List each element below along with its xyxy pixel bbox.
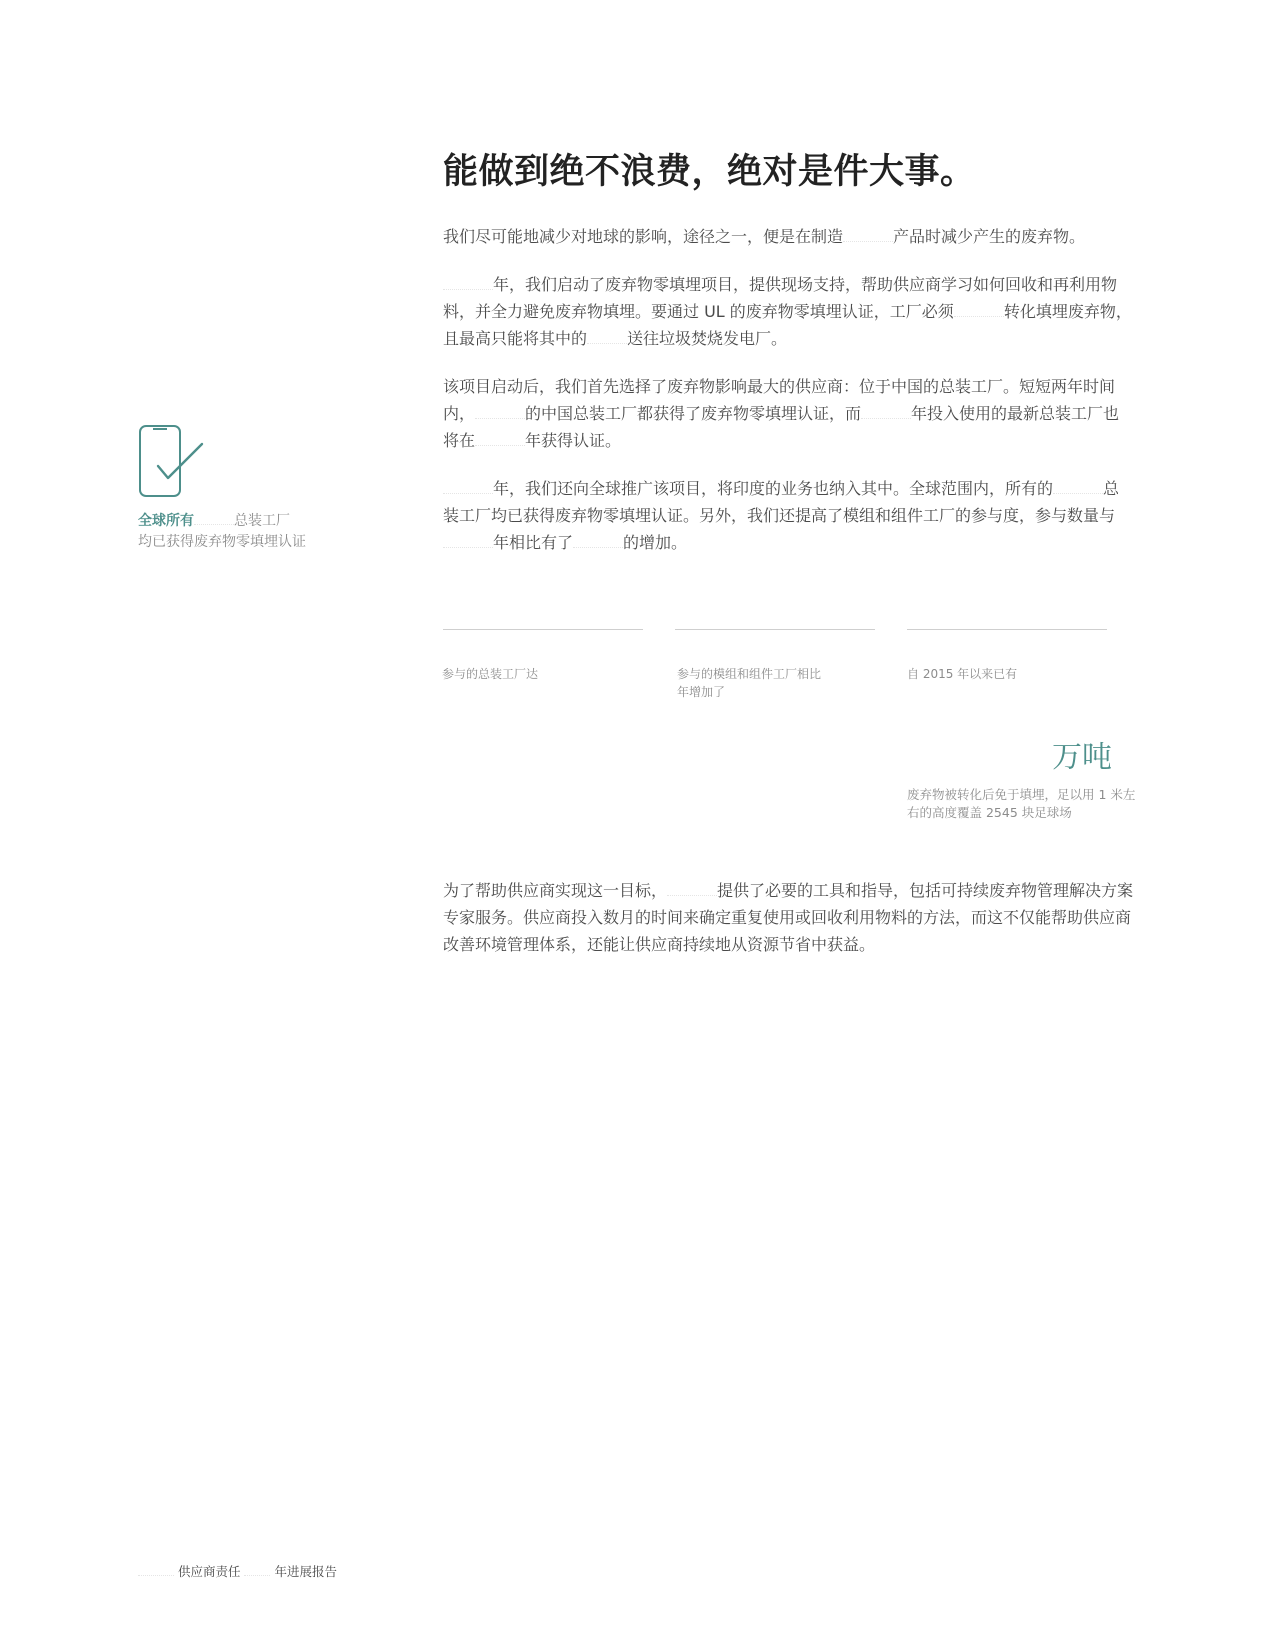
redacted-gap <box>443 277 493 290</box>
stat-3-label: 自 2015 年以来已有 <box>907 667 1018 681</box>
sidebar-caption-accent: 全球所有 <box>138 513 194 529</box>
paragraph-3 <box>443 373 1133 454</box>
redacted-gap <box>443 535 493 548</box>
redacted-gap <box>244 1567 270 1576</box>
stat-divider <box>675 629 875 630</box>
redacted-gap <box>954 304 1004 317</box>
paragraph-3-text-b: 的中国总装工厂都获得了废弃物零填埋认证，而 <box>525 404 862 423</box>
paragraph-4-text-b: 总装工厂均已获得废弃物零填埋认证。另外，我们还提高了模组和组件工厂的参与度，参与数量与 <box>443 479 1120 525</box>
stat-divider <box>443 629 643 630</box>
paragraph-2-text-b: 转化填埋废弃物，且最高只能将其中的 <box>443 302 1132 348</box>
footer-part-1: 供应商责任 <box>177 1564 241 1579</box>
paragraph-4 <box>443 475 1133 556</box>
paragraph-5-text-a: 为了帮助供应商实现这一目标， <box>443 881 668 900</box>
stat-3-value-unit: 万吨 <box>1052 740 1112 775</box>
redacted-gap <box>475 433 525 446</box>
stat-2-label <box>677 665 877 701</box>
redacted-gap <box>443 481 493 494</box>
paragraph-5-text-b: 提供了必要的工具和指导，包括可持续废弃物管理解决方案专家服务。供应商投入数月的时间来确定重复使用或回收利用物料的方法，而这不仅能帮助供应商改善环境管理体系，还能让供应商持续地从资源节省中获益。 <box>443 881 1134 954</box>
stat-2-label-line1: 参与的模组和组件工厂相比 <box>677 667 822 681</box>
footer-part-2: 年进展报告 <box>274 1564 337 1579</box>
redacted-gap <box>587 331 627 344</box>
paragraph-4-text-a: 年，我们还向全球推广该项目，将印度的业务也纳入其中。全球范围内，所有的 <box>493 479 1054 498</box>
sidebar-caption-line2: 均已获得废弃物零填埋认证 <box>138 534 306 550</box>
paragraph-5 <box>443 877 1143 958</box>
paragraph-2-text-c: 送往垃圾焚烧发电厂。 <box>627 329 788 348</box>
redacted-gap <box>138 1567 174 1576</box>
redacted-gap <box>1053 481 1103 494</box>
phone-check-icon <box>138 424 206 499</box>
paragraph-2-text-a: 年，我们启动了废弃物零填埋项目，提供现场支持，帮助供应商学习如何回收和再利用物料，并全力避免废弃物填埋。要通过 UL 的废弃物零填埋认证，工厂必须 <box>443 275 1118 321</box>
paragraph-4-text-d: 的增加。 <box>623 533 688 552</box>
sidebar-caption-rest: 总装工厂 <box>234 513 290 529</box>
paragraph-1 <box>443 223 1133 250</box>
stat-2-label-line2: 年增加了 <box>677 685 726 699</box>
paragraph-3-text-c: 年投入使用的最新总装工厂也将在 <box>443 404 1120 450</box>
paragraph-2 <box>443 271 1133 352</box>
stat-divider <box>907 629 1107 630</box>
redacted-gap <box>667 883 717 896</box>
paragraph-4-text-c: 年相比有了 <box>493 533 574 552</box>
paragraph-1-text-a: 我们尽可能地减少对地球的影响，途径之一，便是在制造 <box>443 227 844 246</box>
paragraph-3-text-d: 年获得认证。 <box>525 431 622 450</box>
stat-1-label: 参与的总装工厂达 <box>442 667 539 681</box>
page-title: 能做到绝不浪费，绝对是件大事。 <box>443 152 976 192</box>
redacted-gap <box>475 406 525 419</box>
redacted-gap <box>573 535 623 548</box>
stat-3-note: 废弃物被转化后免于填埋，足以用 1 米左右的高度覆盖 2545 块足球场 <box>907 787 1136 820</box>
page-footer <box>138 1562 337 1580</box>
redacted-gap <box>194 512 234 525</box>
sidebar-caption <box>138 511 338 553</box>
paragraph-3-text-a: 该项目启动后，我们首先选择了废弃物影响最大的供应商：位于中国的总装工厂。短短两年时间内， <box>443 377 1116 423</box>
paragraph-1-text-b: 产品时减少产生的废弃物。 <box>893 227 1086 246</box>
redacted-gap <box>843 229 893 242</box>
redacted-gap <box>861 406 911 419</box>
